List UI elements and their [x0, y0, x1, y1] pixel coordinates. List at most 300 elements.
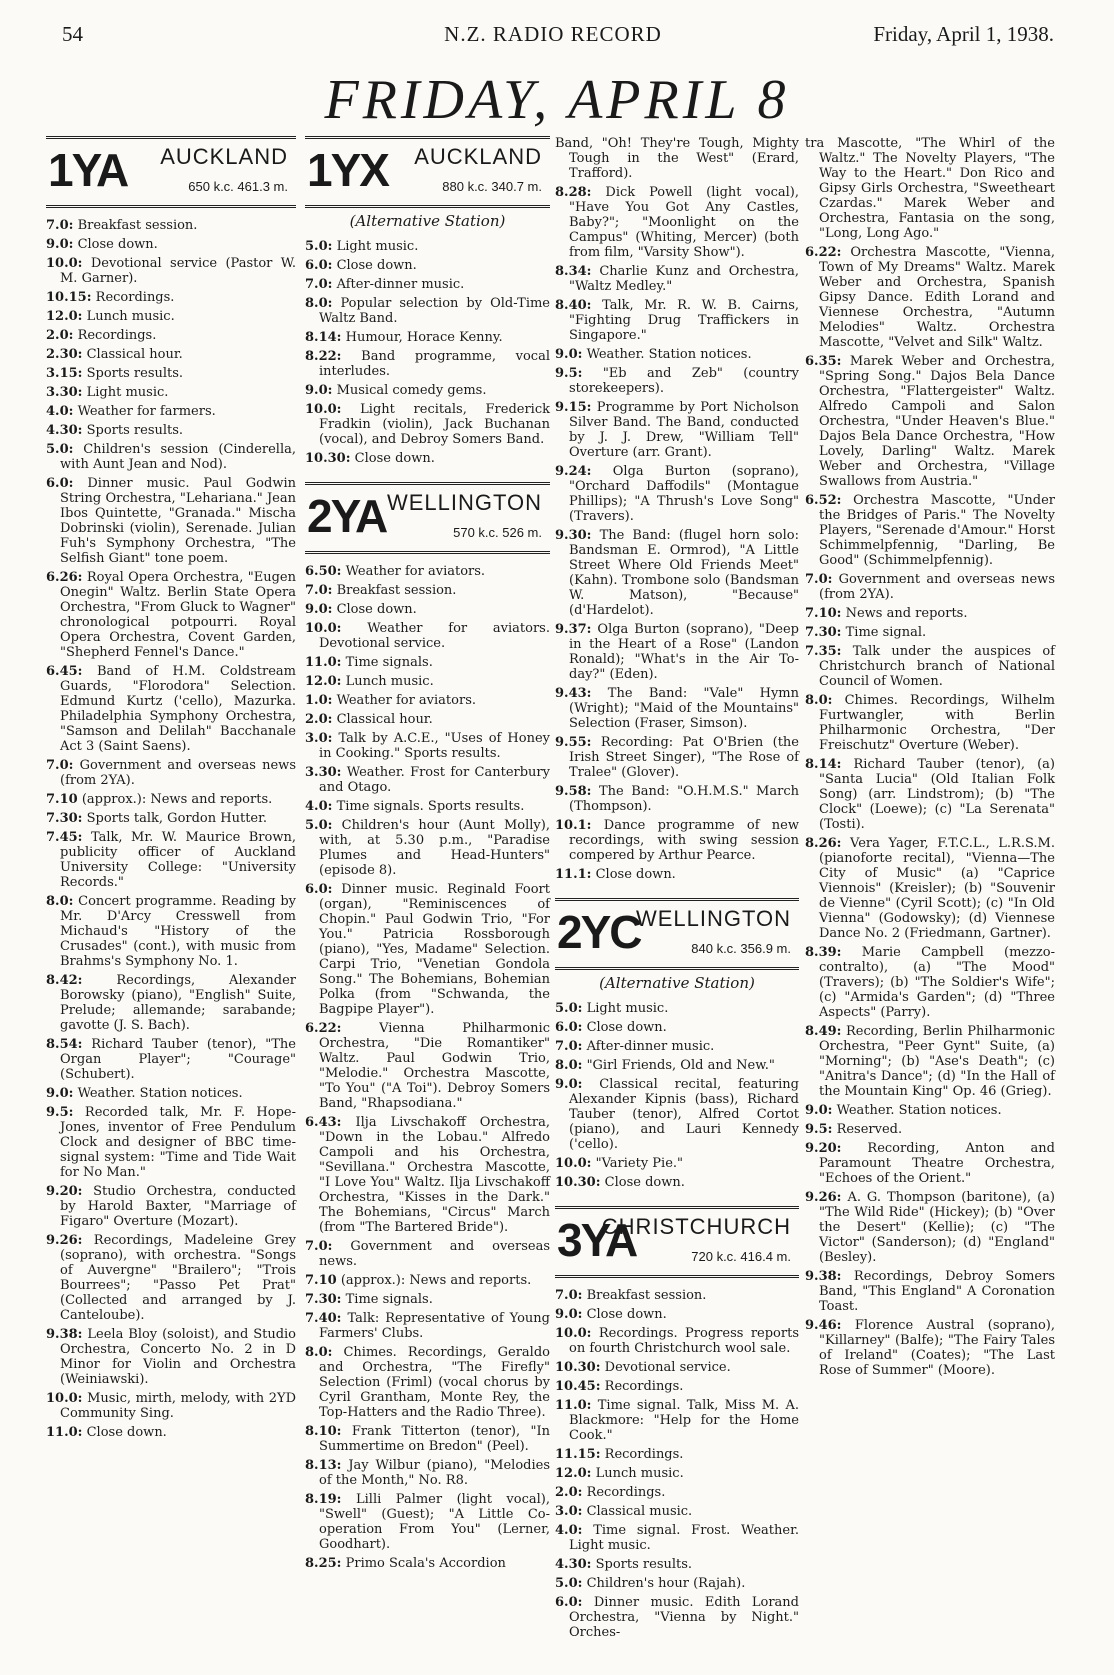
programme-text: Lunch music.	[86, 309, 175, 324]
programme-text: "Eb and Zeb" (country storekeepers).	[569, 366, 799, 396]
programme-time: 10.0:	[46, 1391, 83, 1406]
programme-text: Breakfast session.	[336, 583, 457, 598]
programme-entry	[555, 867, 799, 882]
programme-time: 7.0:	[555, 1039, 583, 1054]
programme-time: 1.0:	[305, 693, 333, 708]
programme-entry	[805, 606, 1055, 621]
programme-text: Breakfast session.	[77, 218, 198, 233]
station-frequency: 880 k.c. 340.7 m.	[442, 179, 542, 194]
programme-entry	[46, 664, 296, 754]
programme-time: 4.30:	[555, 1557, 592, 1572]
programme-text: Light recitals, Frederick Fradkin (violin), Jack Buchanan (vocal), and Debroy Somers Band.	[319, 402, 550, 447]
programme-time: 6.0:	[555, 1595, 583, 1610]
programme-entry	[305, 712, 550, 727]
programme-text: The Band: "Vale" Hymn (Wright); "Maid of the Mountains" Selection (Fraser, Simson).	[569, 686, 799, 731]
programme-text: Charlie Kunz and Orchestra, "Waltz Medley."	[569, 264, 799, 294]
programme-text: Chimes. Recordings, Wilhelm Furtwangler, with Berlin Philharmonic Orchestra, "Der Freischutz" Overture (Weber).	[819, 693, 1055, 753]
programme-time: 6.0:	[305, 882, 333, 897]
programme-time: 6.0:	[305, 258, 333, 273]
programme-entry	[46, 811, 296, 826]
programme-time: 8.34:	[555, 264, 592, 279]
programme-time: 9.37:	[555, 622, 592, 637]
programme-text: Classical recital, featuring Alexander Kipnis (bass), Richard Tauber (tenor), Alfred Cortot (piano), and Lauri Kennedy ('cello).	[569, 1077, 799, 1152]
column-4	[805, 136, 1055, 1382]
programme-entry	[305, 1021, 550, 1111]
programme-entry	[805, 1141, 1055, 1186]
programme-entry	[555, 622, 799, 682]
programme-text: Musical comedy gems.	[336, 383, 487, 398]
programme-time: 7.0:	[46, 758, 74, 773]
programme-time: 8.14:	[805, 757, 842, 772]
programme-entry	[305, 1115, 550, 1235]
programme-time: 8.0:	[555, 1058, 583, 1073]
alternative-station-note: (Alternative Station)	[349, 212, 506, 230]
programme-time: 11.15:	[555, 1447, 601, 1462]
programme-time: 9.26:	[805, 1190, 842, 1205]
programme-time: 7.0:	[305, 277, 333, 292]
programme-entry	[805, 572, 1055, 602]
programme-entry	[555, 1077, 799, 1152]
programme-entry	[305, 655, 550, 670]
programme-entry	[805, 836, 1055, 941]
programme-entry	[305, 799, 550, 814]
programme-time: 9.0:	[555, 1077, 583, 1092]
programme-text: Weather. Station notices.	[77, 1086, 243, 1101]
programme-entry	[46, 973, 296, 1033]
programme-entry	[555, 818, 799, 863]
programme-text: Time signals. Sports results.	[336, 799, 525, 814]
programme-time: 12.0:	[555, 1466, 592, 1481]
programme-entry	[46, 385, 296, 400]
programme-text: Close down.	[586, 1307, 667, 1322]
programme-list-2ya	[305, 564, 550, 1571]
programme-entry	[46, 476, 296, 566]
programme-text: Florence Austral (soprano), "Killarney" (Balfe); "The Fairy Tales of Ireland" (Coates); "The Last Rose of Summer" (Moore).	[819, 1318, 1056, 1378]
programme-entry	[805, 693, 1055, 753]
station-frequency: 650 k.c. 461.3 m.	[188, 179, 288, 194]
programme-text: Recordings. Progress reports on fourth Christchurch wool sale.	[569, 1326, 799, 1356]
programme-entry	[305, 258, 550, 273]
programme-text: Light music.	[336, 239, 419, 254]
programme-text: Recordings.	[586, 1485, 666, 1500]
programme-time: 4.0:	[555, 1523, 583, 1538]
station-city: AUCKLAND	[160, 144, 288, 169]
programme-time: 7.0:	[46, 218, 74, 233]
programme-text: Government and overseas news (from 2YA).	[819, 572, 1055, 602]
programme-text: Recording, Anton and Paramount Theatre Orchestra, "Echoes of the Orient."	[819, 1141, 1055, 1186]
programme-text: tra Mascotte, "The Whirl of the Waltz." The Novelty Players, "The Way to the Heart." Don Rico and Gipsy Girls Orchestra, "Sweetheart Czardas." Marek Weber and Orchestra, Fantasia on the song, "Long, Long Ago."	[805, 136, 1055, 241]
programme-text: Classical hour.	[336, 712, 433, 727]
programme-text: Sports results.	[86, 423, 184, 438]
programme-entry	[305, 296, 550, 326]
station-header-1ya	[46, 136, 296, 208]
programme-text: Vienna Philharmonic Orchestra, "Die Romantiker" Waltz. Paul Godwin Trio, "Melodie." Orchestra Mascotte, "To You" ("A Toi"). Debroy Somers Band, "Rhapsodiana."	[319, 1021, 550, 1111]
programme-text: Programme by Port Nicholson Silver Band. The Band, conducted by J. J. Drew, "William Tell" Overture (arr. Grant).	[569, 400, 799, 460]
programme-time: 9.0:	[305, 383, 333, 398]
programme-text: Music, mirth, melody, with 2YD Community Sing.	[60, 1391, 296, 1421]
programme-entry	[555, 1379, 799, 1394]
programme-time: 2.0:	[46, 328, 74, 343]
programme-text: The Band: (flugel horn solo: Bandsman E. Ormrod), "A Little Street Where Old Friends Meet" (Kahn). Trombone solo (Bandsman W. Matson), "Because" (d'Hardelot).	[569, 528, 799, 618]
programme-time: 9.0:	[305, 602, 333, 617]
programme-text: Close down.	[77, 237, 158, 252]
programme-text: Close down.	[604, 1175, 685, 1190]
programme-text: Popular selection by Old-Time Waltz Band.	[319, 296, 550, 326]
programme-text: A. G. Thompson (baritone), (a) "The Wild Ride" (Hickey); (b) "Over the Desert" (Kellie); (c) "The Victor" (Sanderson); (d) "England" (Besley).	[819, 1190, 1055, 1265]
programme-text: Recordings, Alexander Borowsky (piano), "English" Suite, Prelude; allemande; sarabande; gavotte (J. S. Bach).	[60, 973, 296, 1033]
station-call-sign: 3YA	[557, 1214, 637, 1266]
programme-time: 8.25:	[305, 1556, 342, 1571]
programme-entry	[305, 1458, 550, 1488]
programme-entry	[555, 784, 799, 814]
programme-entry	[555, 528, 799, 618]
programme-text: Close down.	[336, 258, 417, 273]
programme-text: Recorded talk, Mr. F. Hope-Jones, inventor of Free Pendulum Clock and designer of BBC time-signal system: "Time and Tide Wait for No Man."	[60, 1105, 296, 1180]
programme-entry	[555, 1504, 799, 1519]
programme-entry	[555, 1001, 799, 1016]
programme-text: Reserved.	[836, 1122, 903, 1137]
programme-text: Close down.	[354, 451, 435, 466]
station-header-3ya	[555, 1206, 799, 1278]
programme-time: 6.0:	[555, 1020, 583, 1035]
programme-entry	[805, 644, 1055, 689]
programme-time: 7.30:	[305, 1292, 342, 1307]
programme-text: Weather for aviators.	[345, 564, 486, 579]
programme-time: 9.0:	[46, 237, 74, 252]
programme-text: Devotional service (Pastor W. M. Garner).	[60, 256, 296, 286]
programme-text: Studio Orchestra, conducted by Harold Baxter, "Marriage of Figaro" Overture (Mozart).	[60, 1184, 296, 1229]
programme-entry	[305, 1292, 550, 1307]
programme-text: Children's hour (Rajah).	[586, 1576, 746, 1591]
programme-text: Humour, Horace Kenny.	[345, 330, 503, 345]
issue-date: Friday, April 1, 1938.	[873, 22, 1054, 46]
programme-time: 10.0:	[305, 402, 342, 417]
programme-text: Government and overseas news (from 2YA).	[60, 758, 296, 788]
programme-text: Close down.	[86, 1425, 167, 1440]
programme-time: 7.10	[46, 792, 78, 807]
programme-time: 3.0:	[555, 1504, 583, 1519]
station-header-1yx	[305, 136, 550, 208]
programme-time: 9.20:	[46, 1184, 83, 1199]
programme-text: Lilli Palmer (light vocal), "Swell" (Guest); "A Little Co-operation From You" (Lerner, Goodhart).	[319, 1492, 550, 1552]
programme-time: 5.0:	[555, 1001, 583, 1016]
programme-entry	[46, 347, 296, 362]
station-header-2yc	[555, 898, 799, 970]
programme-time: 8.0:	[805, 693, 833, 708]
column-1	[46, 136, 296, 1444]
programme-entry	[305, 674, 550, 689]
programme-time: 12.0:	[305, 674, 342, 689]
programme-text: The Band: "O.H.M.S." March (Thompson).	[569, 784, 799, 814]
programme-time: 8.42:	[46, 973, 83, 988]
programme-time: 10.30:	[555, 1175, 601, 1190]
programme-time: 12.0:	[46, 309, 83, 324]
station-call-sign: 1YA	[48, 144, 128, 196]
programme-entry	[305, 1492, 550, 1552]
programme-time: 11.1:	[555, 867, 592, 882]
programme-text: Recordings, Madeleine Grey (soprano), with orchestra. "Songs of Auvergne" "Brailero"; "Trois Bourrees"; "Passo Pet Prat" (Collected and arranged by J. Canteloube).	[60, 1233, 296, 1323]
programme-entry	[555, 400, 799, 460]
programme-time: 6.26:	[46, 570, 83, 585]
programme-entry	[46, 1037, 296, 1082]
programme-time: 9.30:	[555, 528, 592, 543]
programme-time: 10.45:	[555, 1379, 601, 1394]
programme-text: Time signal.	[845, 625, 927, 640]
programme-entry	[46, 237, 296, 252]
programme-entry	[46, 1184, 296, 1229]
programme-entry	[305, 765, 550, 795]
station-call-sign: 2YC	[557, 906, 641, 958]
programme-entry	[805, 1103, 1055, 1118]
programme-entry	[305, 349, 550, 379]
programme-time: 10.0:	[46, 256, 83, 271]
programme-text: Band of H.M. Coldstream Guards, "Florodora" Selection. Edmund Kurtz ('cello), Mazurka. Philadelphia Symphony Orchestra, "Samson and Delilah" Bacchanale Act 3 (Saint Saens).	[60, 664, 296, 754]
programme-text: Breakfast session.	[586, 1288, 707, 1303]
programme-time: 9.58:	[555, 784, 592, 799]
programme-text: Talk under the auspices of Christchurch branch of National Council of Women.	[819, 644, 1055, 689]
programme-entry	[46, 1391, 296, 1421]
programme-text: Leela Bloy (soloist), and Studio Orchestra, Concerto No. 2 in D Minor for Violin and Orchestra (Weiniawski).	[60, 1327, 296, 1387]
programme-time: 7.35:	[805, 644, 842, 659]
station-city: CHRISTCHURCH	[601, 1214, 791, 1239]
programme-text: Weather for farmers.	[77, 404, 216, 419]
programme-text: Light music.	[586, 1001, 669, 1016]
station-header-2ya	[305, 482, 550, 554]
programme-text: "Girl Friends, Old and New."	[586, 1058, 775, 1073]
programme-entry	[555, 1156, 799, 1171]
programme-time: 3.30:	[46, 385, 83, 400]
publication-title: N.Z. RADIO RECORD	[444, 22, 662, 46]
programme-entry	[555, 1595, 799, 1640]
programme-entry	[555, 1466, 799, 1481]
programme-entry	[305, 402, 550, 447]
programme-time: 5.0:	[305, 818, 333, 833]
programme-time: 7.0:	[305, 1239, 333, 1254]
programme-time: 9.0:	[805, 1103, 833, 1118]
programme-text: Frank Titterton (tenor), "In Summertime on Bredon" (Peel).	[319, 1424, 550, 1454]
programme-entry	[805, 245, 1055, 350]
station-city: WELLINGTON	[635, 906, 791, 931]
programme-time: 8.49:	[805, 1024, 842, 1039]
programme-text: Talk, Mr. W. Maurice Brown, publicity officer of Auckland University College: "University Records."	[60, 830, 296, 890]
programme-entry	[555, 686, 799, 731]
programme-text: Sports results.	[86, 366, 184, 381]
programme-text: Recordings.	[95, 290, 175, 305]
programme-time: 4.0:	[46, 404, 74, 419]
programme-time: 6.50:	[305, 564, 342, 579]
programme-text: Jay Wilbur (piano), "Melodies of the Month," No. R8.	[319, 1458, 550, 1488]
programme-text: Richard Tauber (tenor), (a) "Santa Lucia" (Old Italian Folk Song) (arr. Lindstrom); (b) "The Clock" (Loewe); (c) "La Serenata" (Tosti).	[819, 757, 1055, 832]
programme-list-3ya-continued	[805, 136, 1055, 1378]
programme-text: Weather. Station notices.	[586, 347, 752, 362]
programme-time: 8.10:	[305, 1424, 342, 1439]
programme-text: Band programme, vocal interludes.	[319, 349, 550, 379]
programme-time: 2.30:	[46, 347, 83, 362]
programme-entry	[305, 1239, 550, 1269]
programme-entry	[305, 277, 550, 292]
programme-text: Children's hour (Aunt Molly), with, at 5.30 p.m., "Paradise Plumes and Head-Hunters" (episode 8).	[319, 818, 550, 878]
programme-text: (approx.): News and reports.	[340, 1273, 532, 1288]
programme-text: Ilja Livschakoff Orchestra, "Down in the Lobau." Alfredo Campoli and his Orchestra, "Sevillana." Orchestra Mascotte, "I Love You" Waltz. Ilja Livschakoff Orchestra, "Kisses in the Dark." The Bohemians, "Circus" March (from "The Bartered Bride").	[319, 1115, 550, 1235]
programme-time: 8.28:	[555, 185, 592, 200]
station-frequency: 840 k.c. 356.9 m.	[691, 941, 791, 956]
programme-text: Time signal. Talk, Miss M. A. Blackmore: "Help for the Home Cook."	[569, 1398, 799, 1443]
programme-entry	[555, 1447, 799, 1462]
programme-time: 9.15:	[555, 400, 592, 415]
programme-time: 8.13:	[305, 1458, 342, 1473]
programme-text: Close down.	[595, 867, 676, 882]
programme-list-1yx	[305, 239, 550, 466]
programme-text: Recordings.	[77, 328, 157, 343]
programme-time: 11.0:	[46, 1425, 83, 1440]
programme-time: 7.10:	[805, 606, 842, 621]
programme-text: Talk by A.C.E., "Uses of Honey in Cooking." Sports results.	[319, 731, 550, 761]
programme-time: 5.0:	[305, 239, 333, 254]
programme-entry	[305, 693, 550, 708]
programme-text: Time signals.	[345, 655, 433, 670]
programme-entry	[555, 1307, 799, 1322]
programme-time: 8.19:	[305, 1492, 342, 1507]
column-2	[305, 136, 550, 1575]
programme-time: 9.38:	[46, 1327, 83, 1342]
programme-time: 4.0:	[305, 799, 333, 814]
programme-entry	[555, 264, 799, 294]
programme-time: 9.26:	[46, 1233, 83, 1248]
programme-entry	[305, 602, 550, 617]
programme-text: After-dinner music.	[586, 1039, 715, 1054]
programme-text: Lunch music.	[595, 1466, 684, 1481]
programme-time: 6.52:	[805, 493, 842, 508]
page-number: 54	[62, 22, 83, 46]
programme-text: Light music.	[86, 385, 169, 400]
programme-time: 10.1:	[555, 818, 592, 833]
page-headline: FRIDAY, APRIL 8	[324, 69, 790, 131]
programme-time: 7.10	[305, 1273, 337, 1288]
programme-time: 10.0:	[555, 1326, 592, 1341]
programme-entry	[46, 1425, 296, 1440]
programme-entry	[555, 347, 799, 362]
programme-entry	[305, 731, 550, 761]
programme-entry	[555, 1175, 799, 1190]
programme-time: 8.26:	[805, 836, 842, 851]
programme-text: Recordings.	[604, 1379, 684, 1394]
programme-time: 7.30:	[46, 811, 83, 826]
programme-time: 10.0:	[305, 621, 342, 636]
programme-text: Devotional service.	[604, 1360, 731, 1375]
programme-text: Sports results.	[595, 1557, 693, 1572]
programme-text: Vera Yager, F.T.C.L., L.R.S.M. (pianoforte recital), "Vienna—The City of Music" (a) "Caprice Viennois" (Kreisler); (b) "Souvenir de Vienne" (Cyril Scott); (c) "In Old Vienna" (Godowsky); (d) Viennese Dance No. 2 (Friedmann, Gartner).	[819, 836, 1055, 941]
programme-time: 5.0:	[555, 1576, 583, 1591]
programme-time: 7.0:	[805, 572, 833, 587]
programme-time: 9.0:	[555, 1307, 583, 1322]
programme-entry	[555, 1058, 799, 1073]
programme-text: Sports talk, Gordon Hutter.	[86, 811, 268, 826]
programme-time: 7.0:	[555, 1288, 583, 1303]
programme-time: 10.0:	[555, 1156, 592, 1171]
programme-time: 3.0:	[305, 731, 333, 746]
programme-entry	[555, 735, 799, 780]
programme-time: 9.43:	[555, 686, 592, 701]
programme-time: 9.5:	[46, 1105, 74, 1120]
programme-time: 6.0:	[46, 476, 74, 491]
programme-entry	[305, 564, 550, 579]
programme-entry	[46, 1086, 296, 1101]
programme-text: Classical music.	[586, 1504, 693, 1519]
programme-entry	[805, 945, 1055, 1020]
programme-time: 9.0:	[46, 1086, 74, 1101]
programme-time: 11.0:	[555, 1398, 592, 1413]
programme-time: 8.40:	[555, 298, 592, 313]
programme-time: 10.30:	[305, 451, 351, 466]
programme-entry	[555, 1398, 799, 1443]
programme-time: 6.43:	[305, 1115, 342, 1130]
station-city: WELLINGTON	[386, 490, 542, 515]
programme-entry	[46, 830, 296, 890]
programme-text: Olga Burton (soprano), "Orchard Daffodils" (Montague Phillips); "A Thrush's Love Song" (Travers).	[569, 464, 799, 524]
programme-time: 9.55:	[555, 735, 592, 750]
programme-time: 8.39:	[805, 945, 842, 960]
programme-entry	[305, 1556, 550, 1571]
programme-text: Dinner music. Paul Godwin String Orchestra, "Lehariana." Jean Ibos Quintette, "Granada." Mischa Dobrinski (violin), Serenade. Julian Fuh's Symphony Orchestra, "The Selfish Giant" tone poem.	[60, 476, 296, 566]
programme-entry	[46, 218, 296, 233]
programme-entry	[555, 1485, 799, 1500]
programme-time: 9.5:	[805, 1122, 833, 1137]
programme-entry	[555, 1288, 799, 1303]
programme-entry	[46, 570, 296, 660]
programme-text: Recordings.	[604, 1447, 684, 1462]
programme-time: 11.0:	[305, 655, 342, 670]
programme-time: 9.24:	[555, 464, 592, 479]
programme-entry	[305, 451, 550, 466]
programme-time: 6.22:	[305, 1021, 342, 1036]
programme-text: Recording, Berlin Philharmonic Orchestra, "Peer Gynt" Suite, (a) "Morning"; (b) "Ase's Death"; (c) "Anitra's Dance"; (d) "In the Hall of the Mountain King" Op. 46 (Grieg).	[819, 1024, 1055, 1099]
station-city: AUCKLAND	[414, 144, 542, 169]
programme-time: 8.14:	[305, 330, 342, 345]
programme-text: Recordings, Debroy Somers Band, "This England" A Coronation Toast.	[819, 1269, 1055, 1314]
programme-time: 9.5:	[555, 366, 583, 381]
programme-entry	[805, 1122, 1055, 1137]
programme-list-2ya-continued	[555, 136, 799, 882]
programme-entry	[46, 442, 296, 472]
programme-entry	[805, 1024, 1055, 1099]
programme-text: Weather. Frost for Canterbury and Otago.	[319, 765, 550, 795]
programme-text: "Variety Pie."	[595, 1156, 684, 1171]
programme-entry	[805, 493, 1055, 568]
programme-text: Time signals.	[345, 1292, 433, 1307]
programme-entry	[305, 1311, 550, 1341]
programme-time: 9.46:	[805, 1318, 842, 1333]
programme-entry	[305, 621, 550, 651]
programme-time: 9.38:	[805, 1269, 842, 1284]
programme-text: Talk: Representative of Young Farmers' Clubs.	[319, 1311, 550, 1341]
programme-time: 3.15:	[46, 366, 83, 381]
programme-time: 7.45:	[46, 830, 83, 845]
programme-text: Richard Tauber (tenor), "The Organ Player"; "Courage" (Schubert).	[60, 1037, 296, 1082]
programme-time: 6.45:	[46, 664, 83, 679]
programme-entry	[555, 1020, 799, 1035]
programme-time: 2.0:	[555, 1485, 583, 1500]
programme-entry	[555, 1360, 799, 1375]
programme-text: Marie Campbell (mezzo-contralto), (a) "The Mood" (Travers); (b) "The Soldier's Wife"; (c) "Armida's Garden"; (d) "Three Aspects" (Parry).	[819, 945, 1056, 1020]
programme-entry	[46, 758, 296, 788]
programme-time: 7.0:	[305, 583, 333, 598]
programme-entry	[555, 298, 799, 343]
programme-time: 9.20:	[805, 1141, 842, 1156]
programme-time: 8.0:	[305, 296, 333, 311]
programme-time: 10.15:	[46, 290, 92, 305]
programme-entry	[305, 383, 550, 398]
programme-time: 8.54:	[46, 1037, 83, 1052]
